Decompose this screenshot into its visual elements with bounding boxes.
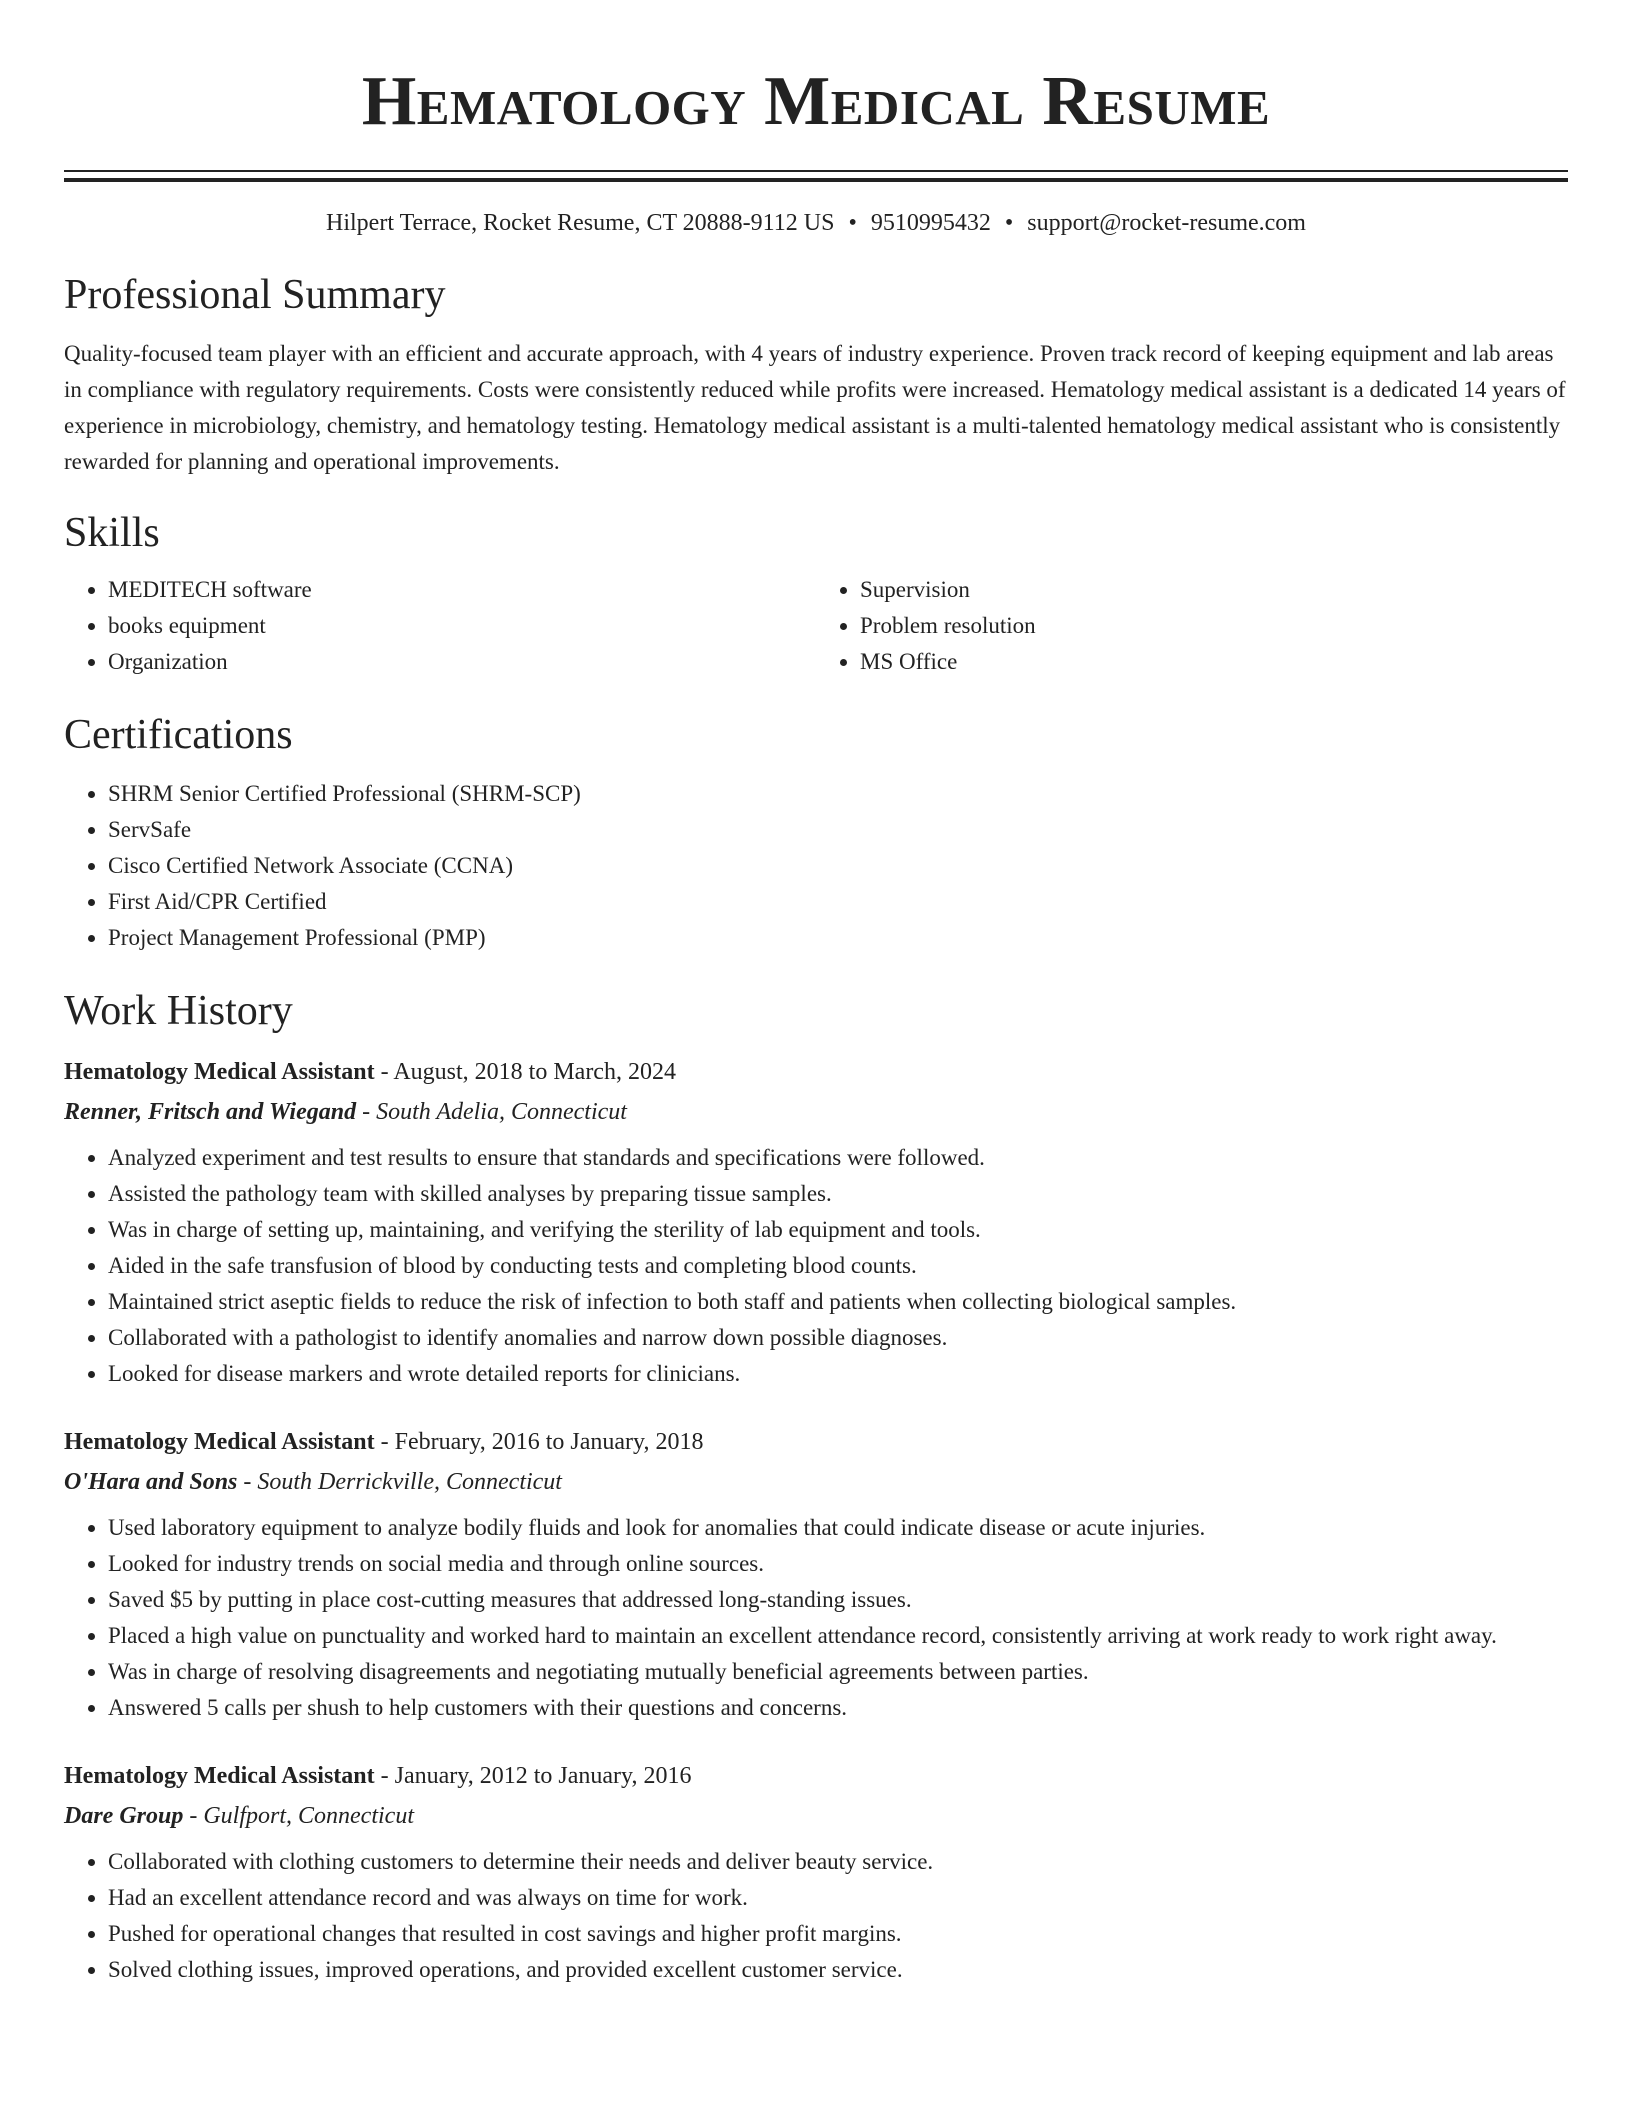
title-divider (64, 170, 1568, 182)
job-location: Gulfport, Connecticut (203, 1803, 414, 1829)
job-bullet: • Looked for industry trends on social media and through online sources. (108, 1546, 1568, 1582)
job-entry (64, 1052, 1568, 1392)
job-bullet: • Was in charge of resolving disagreements and negotiating mutually beneficial agreements between parties. (108, 1654, 1568, 1690)
certification-item: • First Aid/CPR Certified (108, 884, 1568, 920)
job-bullet: • Was in charge of setting up, maintaining, and verifying the sterility of lab equipment and tools. (108, 1212, 1568, 1248)
contact-line (64, 206, 1568, 240)
resume-title: Hematology Medical Resume (361, 63, 1271, 140)
skill-item: • MEDITECH software (108, 572, 816, 608)
job-header: Hematology Medical Assistant - February, 2016 to January, 2018 (64, 1429, 704, 1455)
skills-section (64, 508, 1568, 680)
work-history-section (64, 986, 1568, 1988)
contact-email: support@rocket-resume.com (1027, 210, 1306, 236)
job-bullet: • Used laboratory equipment to analyze bodily fluids and look for anomalies that could indicate disease or acute injuries. (108, 1510, 1568, 1546)
job-bullet: • Analyzed experiment and test results to ensure that standards and specifications were followed. (108, 1140, 1568, 1176)
work-history-heading: Work History (64, 988, 293, 1034)
skill-item: • books equipment (108, 608, 816, 644)
job-bullet: • Saved $5 by putting in place cost-cutting measures that addressed long-standing issues. (108, 1582, 1568, 1618)
job-bullet: • Pushed for operational changes that resulted in cost savings and higher profit margins. (108, 1916, 1568, 1952)
skill-item: • Problem resolution (860, 608, 1568, 644)
job-bullet: • Maintained strict aseptic fields to reduce the risk of infection to both staff and patients when collecting biological samples. (108, 1284, 1568, 1320)
skill-item: • MS Office (860, 644, 1568, 680)
job-entry (64, 1756, 1568, 1988)
job-bullet: • Collaborated with clothing customers to determine their needs and deliver beauty service. (108, 1844, 1568, 1880)
summary-text: Quality-focused team player with an efficient and accurate approach, with 4 years of industry experience. Proven track record of keeping equipment and lab areas in compliance with regulatory requirements. Costs were consistently reduced while profits were increased. Hematology medical assistant is a dedicated 14 years of experience in microbiology, chemistry, and hematology testing. Hematology medical assistant is a multi-talented hematology medical assistant who is consistently rewarded for planning and operational improvements. (64, 341, 1566, 474)
job-bullet: • Had an excellent attendance record and was always on time for work. (108, 1880, 1568, 1916)
contact-phone: 9510995432 (870, 210, 991, 236)
job-employer-line: O'Hara and Sons - South Derrickville, Connecticut (64, 1469, 562, 1495)
certification-item: • Cisco Certified Network Associate (CCNA) (108, 848, 1568, 884)
skills-list-left (64, 572, 816, 680)
job-bullet: • Assisted the pathology team with skilled analyses by preparing tissue samples. (108, 1176, 1568, 1212)
certification-item: • ServSafe (108, 812, 1568, 848)
contact-separator: • (1004, 210, 1014, 236)
job-role: Hematology Medical Assistant (64, 1059, 375, 1085)
job-entry (64, 1422, 1568, 1726)
contact-address: Hilpert Terrace, Rocket Resume, CT 20888-9112 US (326, 210, 835, 236)
job-header: Hematology Medical Assistant - January, 2012 to January, 2016 (64, 1763, 692, 1789)
job-bullets (64, 1510, 1568, 1726)
job-bullet: • Aided in the safe transfusion of blood by conducting tests and completing blood counts. (108, 1248, 1568, 1284)
certification-item: • SHRM Senior Certified Professional (SHRM-SCP) (108, 776, 1568, 812)
job-role: Hematology Medical Assistant (64, 1429, 375, 1455)
job-company: O'Hara and Sons (64, 1469, 238, 1495)
job-dates: January, 2012 to January, 2016 (394, 1763, 692, 1789)
job-location: South Adelia, Connecticut (376, 1099, 627, 1125)
certifications-list (64, 776, 1568, 956)
job-employer-line: Dare Group - Gulfport, Connecticut (64, 1803, 414, 1829)
job-bullet: • Looked for disease markers and wrote detailed reports for clinicians. (108, 1356, 1568, 1392)
certifications-heading: Certifications (64, 712, 293, 758)
job-location: South Derrickville, Connecticut (257, 1469, 562, 1495)
job-company: Renner, Fritsch and Wiegand (64, 1099, 357, 1125)
job-role: Hematology Medical Assistant (64, 1763, 375, 1789)
skills-columns (64, 572, 1568, 680)
certification-item: • Project Management Professional (PMP) (108, 920, 1568, 956)
resume-page (64, 0, 1568, 1988)
job-bullet: • Answered 5 calls per shush to help customers with their questions and concerns. (108, 1690, 1568, 1726)
job-header: Hematology Medical Assistant - August, 2018 to March, 2024 (64, 1059, 676, 1085)
skill-item: • Organization (108, 644, 816, 680)
job-bullet: • Solved clothing issues, improved operations, and provided excellent customer service. (108, 1952, 1568, 1988)
certifications-section (64, 710, 1568, 956)
skills-heading: Skills (64, 510, 160, 556)
skills-list-right (816, 572, 1568, 680)
contact-separator: • (848, 210, 857, 236)
job-bullet: • Collaborated with a pathologist to identify anomalies and narrow down possible diagnoses. (108, 1320, 1568, 1356)
job-company: Dare Group (64, 1803, 184, 1829)
summary-section (64, 270, 1568, 480)
job-bullets (64, 1844, 1568, 1988)
job-dates: August, 2018 to March, 2024 (393, 1059, 676, 1085)
skill-item: • Supervision (860, 572, 1568, 608)
job-dates: February, 2016 to January, 2018 (394, 1429, 704, 1455)
job-employer-line: Renner, Fritsch and Wiegand - South Adelia, Connecticut (64, 1099, 627, 1125)
summary-heading: Professional Summary (64, 272, 446, 318)
job-bullet: • Placed a high value on punctuality and worked hard to maintain an excellent attendance record, consistently arriving at work ready to work right away. (108, 1618, 1568, 1654)
job-bullets (64, 1140, 1568, 1392)
